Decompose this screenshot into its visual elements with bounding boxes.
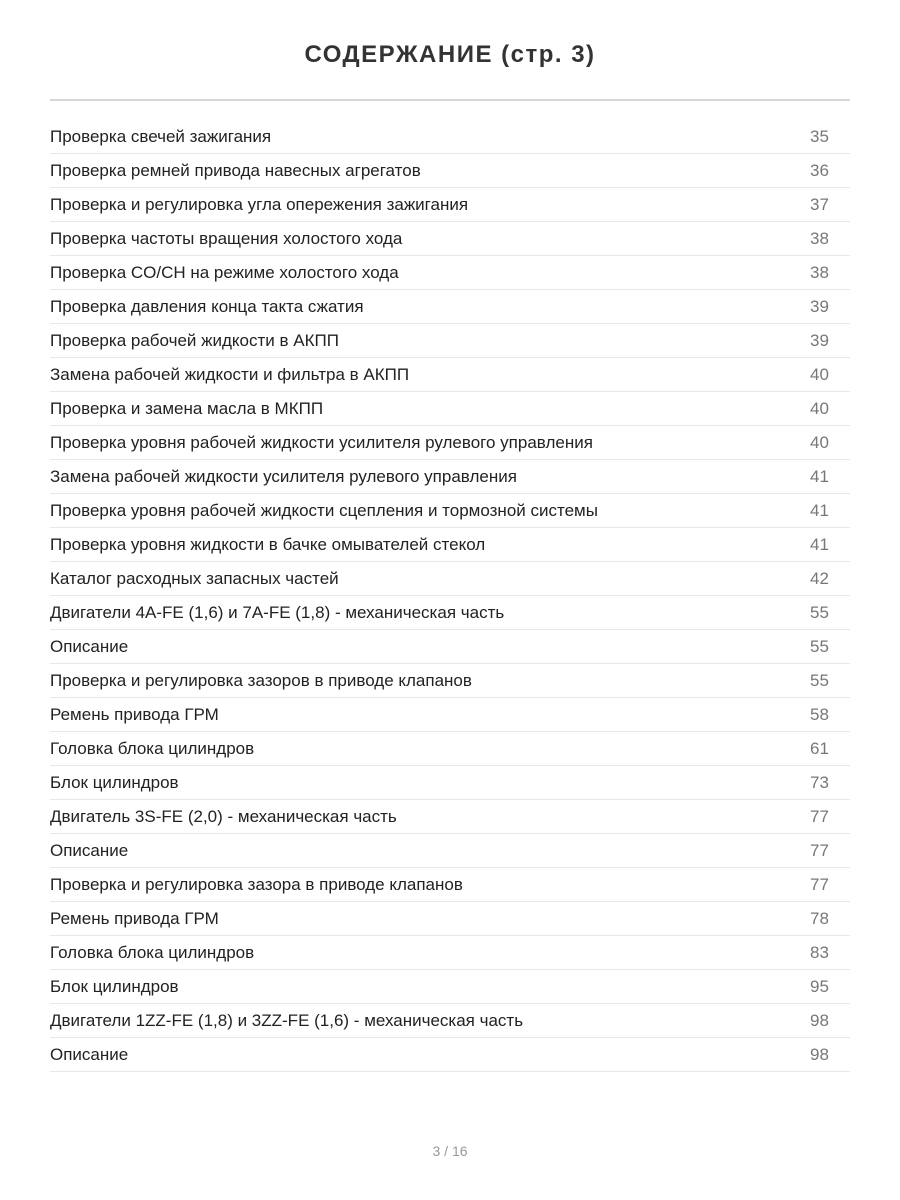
toc-entry[interactable]: [50, 698, 850, 732]
toc-entry-page-number: 41: [810, 534, 829, 554]
toc-entry-page-number: 40: [810, 364, 829, 384]
toc-entry-label: Проверка уровня жидкости в бачке омывателей стекол: [50, 534, 486, 554]
toc-entry[interactable]: [50, 936, 850, 970]
toc-entry[interactable]: [50, 188, 850, 222]
toc-entry[interactable]: [50, 154, 850, 188]
toc-entry-label: Головка блока цилиндров: [50, 738, 255, 758]
toc-entry[interactable]: [50, 1004, 850, 1038]
toc-entry-label: Описание: [50, 840, 129, 860]
toc-entry-label: Описание: [50, 1044, 129, 1064]
toc-entry[interactable]: [50, 1038, 850, 1072]
toc-entry[interactable]: [50, 664, 850, 698]
page-number: 3 / 16: [432, 1143, 468, 1159]
toc-entry[interactable]: [50, 562, 850, 596]
toc-entry-label: Блок цилиндров: [50, 772, 179, 792]
toc-entry-page-number: 58: [810, 704, 829, 724]
toc-entry-page-number: 39: [810, 330, 829, 350]
toc-entry-label: Проверка ремней привода навесных агрегатов: [50, 160, 421, 180]
toc-entry[interactable]: [50, 494, 850, 528]
toc-entry-page-number: 55: [810, 636, 829, 656]
toc-entry-page-number: 77: [810, 840, 829, 860]
toc-entry[interactable]: [50, 766, 850, 800]
toc-entry-label: Проверка и замена масла в МКПП: [50, 398, 324, 418]
toc-entry[interactable]: [50, 902, 850, 936]
page-title: СОДЕРЖАНИЕ (стр. 3): [304, 41, 596, 68]
toc-entry[interactable]: [50, 290, 850, 324]
toc-entry-label: Проверка частоты вращения холостого хода: [50, 228, 403, 248]
toc-entry-label: Проверка и регулировка угла опережения зажигания: [50, 194, 469, 214]
toc-entry-page-number: 39: [810, 296, 829, 316]
toc-entry-label: Замена рабочей жидкости усилителя рулевого управления: [50, 466, 517, 486]
toc-entry-label: Каталог расходных запасных частей: [50, 568, 339, 588]
toc-entry[interactable]: [50, 426, 850, 460]
toc-entry-label: Описание: [50, 636, 129, 656]
toc-entry-page-number: 61: [810, 738, 829, 758]
toc-entry[interactable]: [50, 868, 850, 902]
toc-entry-page-number: 38: [810, 262, 829, 282]
toc-entry[interactable]: [50, 222, 850, 256]
toc-entry[interactable]: [50, 528, 850, 562]
toc-entry-page-number: 41: [810, 500, 829, 520]
toc-entry[interactable]: [50, 800, 850, 834]
toc-entry-label: Замена рабочей жидкости и фильтра в АКПП: [50, 364, 410, 384]
toc-entry[interactable]: [50, 120, 850, 154]
toc-entry[interactable]: [50, 460, 850, 494]
toc-entry-page-number: 37: [810, 194, 829, 214]
toc-entry-label: Проверка рабочей жидкости в АКПП: [50, 330, 339, 350]
toc-entry-label: Проверка и регулировка зазоров в приводе клапанов: [50, 670, 472, 690]
toc-entry-page-number: 40: [810, 398, 829, 418]
toc-entry-page-number: 98: [810, 1044, 829, 1064]
toc-entry-label: Двигатель 3S-FE (2,0) - механическая часть: [50, 806, 397, 826]
toc-entry[interactable]: [50, 732, 850, 766]
toc-entry-page-number: 98: [810, 1010, 829, 1030]
toc-entry-label: Двигатели 1ZZ-FE (1,8) и 3ZZ-FE (1,6) - механическая часть: [50, 1010, 524, 1030]
toc-entry-label: Двигатели 4A-FE (1,6) и 7A-FE (1,8) - механическая часть: [50, 602, 505, 622]
toc-entry-page-number: 95: [810, 976, 829, 996]
title-divider: [50, 99, 850, 101]
toc-entry-page-number: 55: [810, 602, 829, 622]
toc-entry-label: Ремень привода ГРМ: [50, 908, 219, 928]
toc-entry[interactable]: [50, 392, 850, 426]
toc-entry-label: Проверка уровня рабочей жидкости сцепления и тормозной системы: [50, 500, 598, 520]
toc-entry-page-number: 55: [810, 670, 829, 690]
toc-entry[interactable]: [50, 596, 850, 630]
toc-entry-page-number: 78: [810, 908, 829, 928]
toc-entry[interactable]: [50, 970, 850, 1004]
toc-entry[interactable]: [50, 630, 850, 664]
toc-entry[interactable]: [50, 256, 850, 290]
toc-entry-label: Проверка свечей зажигания: [50, 126, 272, 146]
toc-entry-label: Блок цилиндров: [50, 976, 179, 996]
toc-entry[interactable]: [50, 324, 850, 358]
toc-entry-page-number: 38: [810, 228, 829, 248]
toc-entry-page-number: 41: [810, 466, 829, 486]
toc-entry-page-number: 77: [810, 874, 829, 894]
table-of-contents: [50, 120, 850, 1072]
toc-entry-page-number: 42: [810, 568, 829, 588]
toc-entry-label: Ремень привода ГРМ: [50, 704, 219, 724]
toc-entry-page-number: 77: [810, 806, 829, 826]
toc-entry[interactable]: [50, 358, 850, 392]
toc-entry-label: Головка блока цилиндров: [50, 942, 255, 962]
toc-entry-page-number: 40: [810, 432, 829, 452]
toc-entry-page-number: 83: [810, 942, 829, 962]
toc-entry-label: Проверка давления конца такта сжатия: [50, 296, 364, 316]
toc-entry-page-number: 35: [810, 126, 829, 146]
toc-entry-page-number: 36: [810, 160, 829, 180]
toc-entry-label: Проверка уровня рабочей жидкости усилителя рулевого управления: [50, 432, 593, 452]
toc-entry-label: Проверка и регулировка зазора в приводе клапанов: [50, 874, 463, 894]
toc-entry-page-number: 73: [810, 772, 829, 792]
toc-entry-label: Проверка CO/CH на режиме холостого хода: [50, 262, 399, 282]
toc-entry[interactable]: [50, 834, 850, 868]
